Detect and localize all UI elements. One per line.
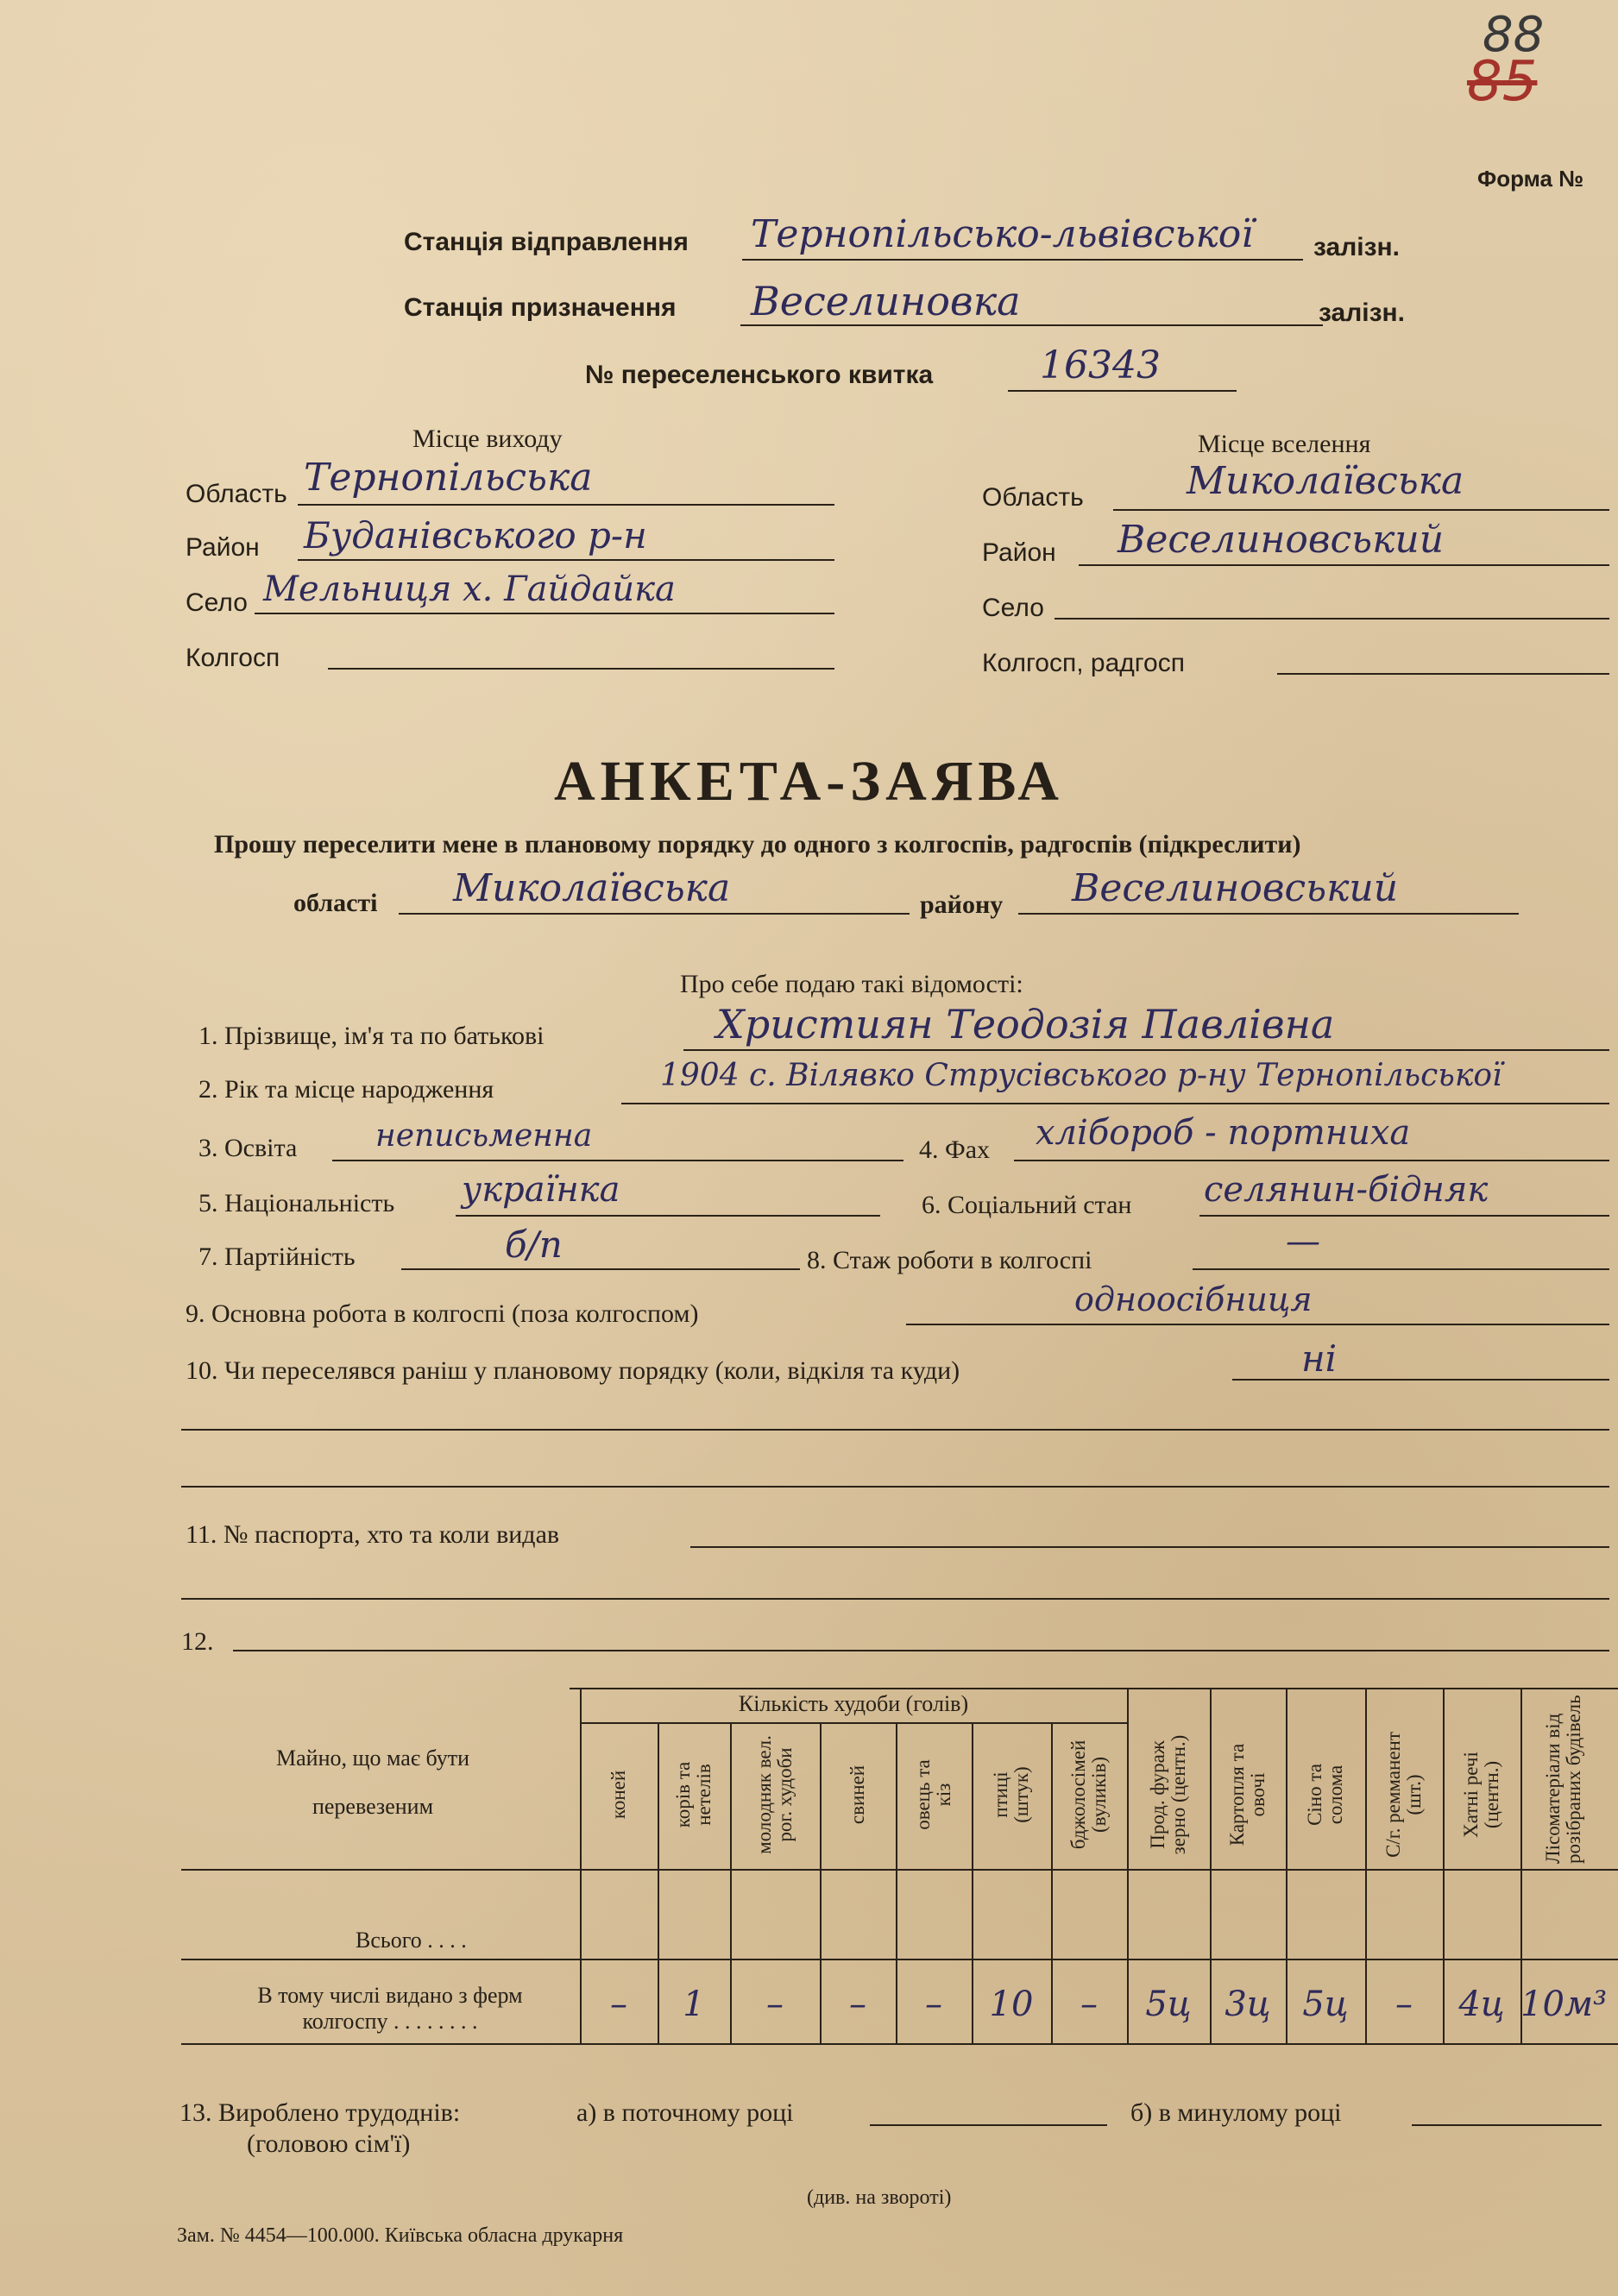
- table-column-header: [1542, 1695, 1584, 1864]
- table-column-header: [991, 1726, 1032, 1864]
- table-column-header-line: коней: [608, 1770, 629, 1820]
- item-9-value: одноосібниця: [1074, 1280, 1313, 1318]
- table-column-header-line: кіз: [933, 1783, 954, 1807]
- item-9-label: 9. Основна робота в колгоспі (поза колгоспом): [186, 1299, 699, 1328]
- table-column-header-line: (вуликів): [1088, 1756, 1110, 1834]
- table-column-header: [1461, 1726, 1502, 1864]
- table-column-header-line: Прод. фураж: [1147, 1740, 1168, 1849]
- table-column-header-line: (шт.): [1403, 1774, 1425, 1815]
- table-column-header: [847, 1726, 868, 1864]
- table-column-header: [913, 1726, 954, 1864]
- workdays-previous-label: б) в минулому році: [1130, 2098, 1342, 2127]
- item-3-value: неписьменна: [375, 1118, 593, 1154]
- table-column-header: [608, 1726, 629, 1864]
- origin-kolhosp-label: Колгосп: [186, 644, 280, 672]
- table-column-header: [673, 1726, 715, 1864]
- table-column-header-line: корів та: [672, 1761, 694, 1828]
- item-7-label: 7. Партійність: [198, 1242, 356, 1271]
- table-farm-value: –: [849, 1985, 866, 2024]
- table-column-header-line: (центн.): [1481, 1760, 1502, 1829]
- printer-imprint: Зам. № 4454—100.000. Київська обласна друкарня: [177, 2224, 624, 2247]
- workdays-current-label: а) в поточному році: [576, 2098, 794, 2127]
- origin-rayon-value: Буданівського р-н: [304, 514, 647, 557]
- table-column-header-line: Лісоматеріали від: [1542, 1713, 1564, 1864]
- table-column-header-line: С/г. ремманент: [1382, 1732, 1404, 1858]
- workdays-sublabel: (головою сім'ї): [247, 2129, 411, 2158]
- item-10-label: 10. Чи переселявся раніш у плановому порядку (коли, відкіля та куди): [186, 1356, 960, 1385]
- table-column-header-line: овочі: [1247, 1772, 1269, 1817]
- request-text: Прошу переселити мене в плановому порядку до одного з колгоспів, радгоспів (підкреслити): [214, 830, 1301, 859]
- item-5-label: 5. Національність: [198, 1189, 395, 1217]
- table-farm-value: –: [610, 1985, 627, 2024]
- table-column-header-line: Хатні речі: [1460, 1752, 1482, 1838]
- table-column-header: [1148, 1726, 1189, 1864]
- table-property-label: Майно, що має бути перевезеним: [276, 1746, 469, 1819]
- table-column-header-line: овець та: [912, 1759, 934, 1830]
- table-column-header: [1305, 1726, 1346, 1864]
- settlement-rayon-value: Веселиновський: [1117, 518, 1445, 562]
- table-column-header-line: свиней: [847, 1764, 868, 1825]
- table-column-header: [1383, 1726, 1425, 1864]
- item-4-value: хлібороб - портниха: [1036, 1113, 1411, 1153]
- table-row-total-label: Всього . . . .: [356, 1928, 467, 1953]
- table-column-header-line: Сіно та: [1304, 1764, 1325, 1826]
- departure-suffix: залізн.: [1313, 233, 1400, 261]
- table-row-farm-label-line1: В тому числі видано з ферм: [257, 1983, 523, 2008]
- table-farm-value: –: [1395, 1985, 1413, 2024]
- request-rayon-value: Веселиновський: [1072, 866, 1399, 910]
- settlement-rayon-label: Район: [982, 538, 1056, 567]
- item-12-label: 12.: [181, 1627, 214, 1656]
- table-column-header: [1227, 1726, 1269, 1864]
- table-row-farm-label-line2: колгоспу . . . . . . . .: [302, 2009, 478, 2034]
- table-column-header-line: солома: [1325, 1764, 1346, 1825]
- settlement-oblast-label: Область: [982, 483, 1084, 512]
- info-heading: Про себе подаю такі відомості:: [680, 970, 1023, 998]
- ticket-label: № переселенського квитка: [585, 361, 934, 389]
- table-column-header-line: птиці: [990, 1771, 1011, 1818]
- item-8-label: 8. Стаж роботи в колгоспі: [807, 1246, 1092, 1274]
- forma-label: Форма №: [1477, 166, 1584, 192]
- table-farm-value: 10: [989, 1985, 1034, 2024]
- settlement-heading: Місце вселення: [1198, 430, 1371, 458]
- destination-suffix: залізн.: [1319, 299, 1405, 327]
- table-farm-value: 10м³: [1520, 1985, 1608, 2024]
- item-6-value: селянин-бідняк: [1204, 1170, 1489, 1210]
- item-3-label: 3. Освіта: [198, 1134, 298, 1162]
- see-back-note: (див. на звороті): [807, 2186, 952, 2209]
- table-column-header: [754, 1726, 796, 1864]
- table-column-header-line: молодняк вел.: [753, 1735, 775, 1854]
- ticket-value: 16343: [1040, 343, 1161, 387]
- table-farm-value: –: [925, 1985, 942, 2024]
- settlement-oblast-value: Миколаївська: [1187, 459, 1464, 503]
- origin-oblast-label: Область: [186, 480, 287, 508]
- origin-selo-label: Село: [186, 588, 248, 617]
- origin-oblast-value: Тернопільська: [304, 456, 593, 500]
- item-6-label: 6. Соціальний стан: [922, 1191, 1132, 1219]
- departure-label: Станція відправлення: [404, 228, 689, 256]
- table-column-header-line: розібраних будівель: [1563, 1695, 1584, 1864]
- item-1-label: 1. Прізвище, ім'я та по батькові: [198, 1022, 545, 1050]
- table-column-header-line: (штук): [1010, 1766, 1032, 1823]
- table-farm-value: –: [766, 1985, 784, 2024]
- request-oblast-value: Миколаївська: [453, 866, 731, 910]
- table-farm-value: 3ц: [1225, 1985, 1271, 2024]
- request-oblast-label: області: [293, 889, 378, 917]
- item-2-value: 1904 с. Вілявко Струсівського р-ну Тернопільської: [660, 1058, 1502, 1093]
- table-column-header: [1068, 1726, 1110, 1864]
- item-11-label: 11. № паспорта, хто та коли видав: [186, 1520, 560, 1549]
- table-farm-value: 5ц: [1145, 1985, 1192, 2024]
- settlement-kolhosp-label: Колгосп, радгосп: [982, 649, 1185, 677]
- table-column-header-line: зерно (центн.): [1168, 1734, 1189, 1855]
- item-2-label: 2. Рік та місце народження: [198, 1075, 494, 1104]
- table-column-header-line: нетелів: [693, 1764, 715, 1826]
- table-farm-value: 5ц: [1302, 1985, 1349, 2024]
- table-farm-value: –: [1080, 1985, 1098, 2024]
- item-7-value: б/п: [505, 1223, 563, 1266]
- workdays-label: 13. Вироблено трудоднів:: [179, 2098, 461, 2127]
- item-4-label: 4. Фах: [919, 1135, 991, 1164]
- item-1-value: Християн Теодозія Павлівна: [716, 1001, 1335, 1047]
- origin-heading: Місце виходу: [412, 425, 563, 453]
- origin-rayon-label: Район: [186, 533, 260, 562]
- destination-value: Веселиновка: [751, 278, 1021, 324]
- table-column-header-line: рог. худоби: [774, 1747, 796, 1842]
- item-5-value: українка: [462, 1170, 620, 1210]
- page-number-crossed: 85: [1467, 50, 1538, 114]
- item-8-value: —: [1286, 1222, 1320, 1261]
- table-farm-value: 1: [683, 1985, 705, 2024]
- origin-selo-value: Мельниця х. Гайдайка: [263, 569, 676, 609]
- table-farm-value: 4ц: [1458, 1985, 1505, 2024]
- table-livestock-heading: Кількість худоби (голів): [738, 1691, 969, 1716]
- table-row-farm-label: [200, 1983, 580, 2035]
- table-column-header-line: бджолосімей: [1067, 1739, 1089, 1850]
- request-rayon-label: району: [920, 890, 1004, 919]
- departure-value: Тернопільсько-львівської: [751, 212, 1254, 256]
- settlement-selo-label: Село: [982, 594, 1044, 622]
- table-column-header-line: Картопля та: [1226, 1743, 1248, 1846]
- item-10-value: ні: [1301, 1337, 1338, 1380]
- destination-label: Станція призначення: [404, 293, 677, 322]
- form-title: АНКЕТА-ЗАЯВА: [554, 750, 1064, 813]
- page-number-current: 88: [1483, 7, 1545, 63]
